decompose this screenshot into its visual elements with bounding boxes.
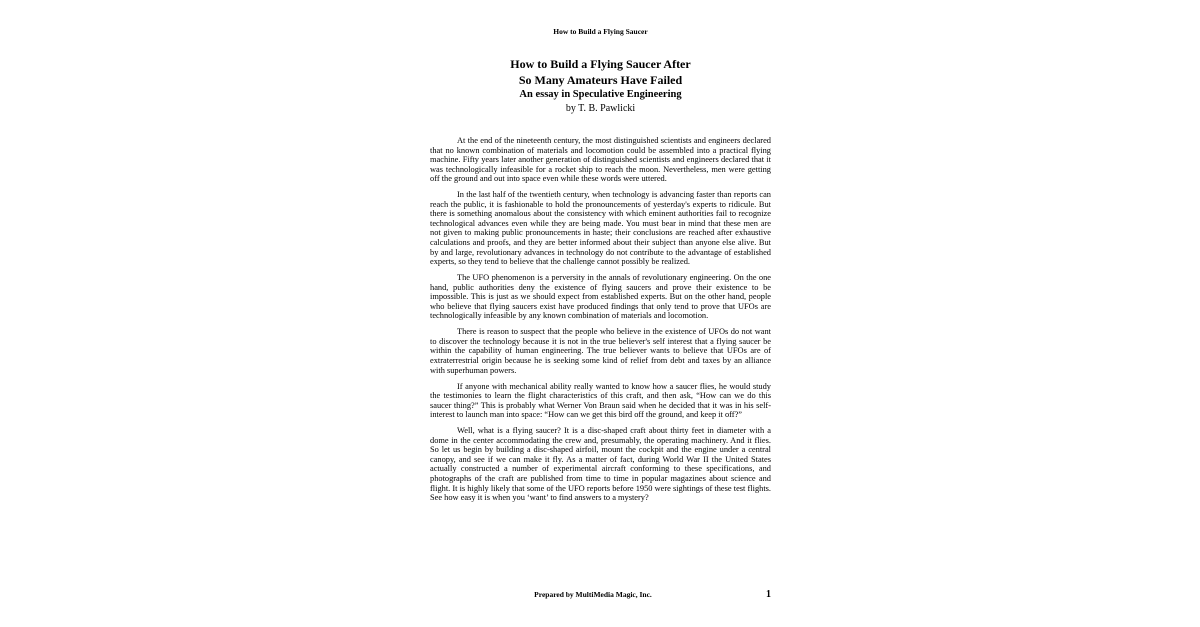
running-header: How to Build a Flying Saucer [553,27,648,36]
paragraph: There is reason to suspect that the people who believe in the existence of UFOs do not want to discover the technology because it is not in the true believer's self interest that a flying saucer be within the capability of human engineering. The true believer wants to believe that UFOs are of extraterrestrial origin because he is seeking some kind of relief from debt and taxes by an alliance with superhuman powers. [430,327,771,375]
subtitle: An essay in Speculative Engineering [519,89,682,100]
byline: by T. B. Pawlicki [565,103,636,114]
title-block [430,56,771,116]
essay-body [430,136,771,509]
paragraph: At the end of the nineteenth century, the most distinguished scientists and engineers declared that no known combination of materials and locomotion could be assembled into a practical flying machine. Fifty years later another generation of distinguished scientists and engineers declared that it was technologically infeasible for a rocket ship to reach the moon. Nevertheless, men were getting off the ground and out into space even while these words were uttered. [430,136,771,184]
page-number: 1 [766,589,771,600]
title-line-1: How to Build a Flying Saucer After [510,57,691,71]
footer-credit: Prepared by MultiMedia Magic, Inc. [534,590,652,599]
paragraph: Well, what is a flying saucer? It is a disc-shaped craft about thirty feet in diameter with a dome in the center accommodating the crew and, presumably, the operating machinery. And it flies. So let us begin by building a disc-shaped airfoil, mount the cockpit and the engine under a central canopy, and see if we can make it fly. As a matter of fact, during World War II the United States actually constructed a number of experimental aircraft conforming to these specifications, and photographs of the craft are published from time to time in popular magazines about science and flight. It is highly likely that some of the UFO reports before 1950 were sightings of these test flights. See how easy it is when you ‘want’ to find answers to a mystery? [430,426,771,503]
paragraph: If anyone with mechanical ability really wanted to know how a saucer flies, he would study the testimonies to learn the flight characteristics of this craft, and then ask, “How can we do this saucer thing?” This is probably what Werner Von Braun said when he decided that it was in his self-interest to launch man into space: “How can we get this bird off the ground, and keep it off?” [430,381,771,420]
paragraph: The UFO phenomenon is a perversity in the annals of revolutionary engineering. On the one hand, public authorities deny the existence of flying saucers and prove their existence to be impossible. This is just as we should expect from established experts. But on the other hand, people who believe that flying saucers exist have produced findings that only tend to prove that UFOs are technologically infeasible by any known combination of materials and locomotion. [430,273,771,321]
title-line-2: So Many Amateurs Have Failed [518,73,683,87]
paragraph: In the last half of the twentieth century, when technology is advancing faster than reports can reach the public, it is fashionable to hold the pronouncements of yesterday's experts to ridicule. But there is something anomalous about the consistency with which eminent authorities fail to recognize technological advances even while they are being made. You must bear in mind that these men are not given to making public pronouncements in haste; their conclusions are reached after exhaustive calculations and proofs, and they are better informed about their subject than anyone else alive. But by and large, revolutionary advances in technology do not contribute to the advantage of established experts, so they tend to believe that the challenge cannot possibly be realized. [430,190,771,267]
document-page [430,0,771,627]
